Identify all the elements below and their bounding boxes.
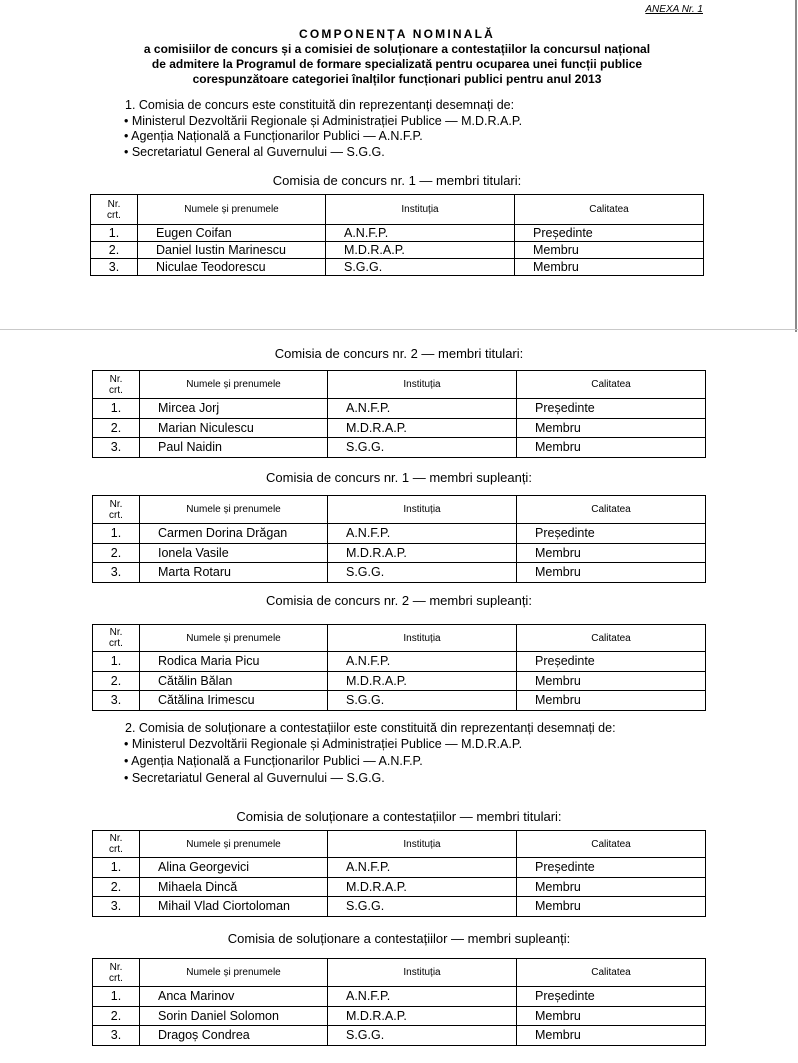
column-header-institution: Instituția <box>328 959 517 987</box>
committee-table <box>92 830 706 917</box>
row-number: 2. <box>93 543 140 563</box>
table-header-row <box>93 959 706 987</box>
member-role: Membru <box>517 877 706 897</box>
table-header-row <box>93 625 706 652</box>
table-heading: Comisia de concurs nr. 2 — membri supleanți: <box>266 593 532 608</box>
table-header-row <box>93 371 706 399</box>
row-number: 2. <box>91 242 138 259</box>
row-number: 1. <box>93 987 140 1007</box>
row-number: 3. <box>93 691 140 711</box>
table-heading: Comisia de soluționare a contestațiilor — membri titulari: <box>236 809 562 824</box>
member-name: Mihaela Dincă <box>140 877 328 897</box>
member-name: Anca Marinov <box>140 987 328 1007</box>
column-header-nr <box>93 959 140 987</box>
table-row <box>91 225 704 242</box>
column-header-name: Numele și prenumele <box>140 625 328 652</box>
document-title-line-2: de admitere la Programul de formare specializată pentru ocuparea unei funcții publice <box>151 57 643 71</box>
member-name: Daniel Iustin Marinescu <box>138 242 326 259</box>
member-role: Președinte <box>517 858 706 878</box>
member-role: Președinte <box>517 987 706 1007</box>
member-role: Membru <box>517 691 706 711</box>
member-role: Președinte <box>517 399 706 419</box>
section-1-bullet: • Agenția Națională a Funcționarilor Publici — A.N.F.P. <box>124 129 423 143</box>
table-header-row <box>91 195 704 225</box>
row-number: 2. <box>93 877 140 897</box>
header-text: Nr. <box>109 961 123 973</box>
member-role: Membru <box>517 671 706 691</box>
member-name: Mircea Jorj <box>140 399 328 419</box>
member-institution: M.D.R.A.P. <box>326 242 515 259</box>
committee-table <box>92 958 706 1046</box>
header-text: crt. <box>109 384 123 396</box>
column-header-role: Calitatea <box>517 625 706 652</box>
column-header-institution: Instituția <box>326 195 515 225</box>
section-2-intro: 2. Comisia de soluționare a contestațiilor este constituită din reprezentanți desemnați de: <box>125 721 616 735</box>
table-heading: Comisia de concurs nr. 2 — membri titulari: <box>274 346 524 361</box>
member-role: Președinte <box>515 225 704 242</box>
member-institution: A.N.F.P. <box>328 858 517 878</box>
member-institution: M.D.R.A.P. <box>328 418 517 438</box>
member-institution: S.G.G. <box>328 438 517 458</box>
page-break-line <box>0 329 798 330</box>
row-number: 2. <box>93 1006 140 1026</box>
member-name: Sorin Daniel Solomon <box>140 1006 328 1026</box>
table-row <box>93 1006 706 1026</box>
table-heading: Comisia de concurs nr. 1 — membri supleanți: <box>266 470 532 485</box>
header-text: crt. <box>109 509 123 521</box>
row-number: 2. <box>93 671 140 691</box>
column-header-name: Numele și prenumele <box>140 371 328 399</box>
column-header-name: Numele și prenumele <box>140 831 328 858</box>
annex-label: ANEXA Nr. 1 <box>645 4 703 15</box>
table-row <box>93 877 706 897</box>
member-name: Mihail Vlad Ciortoloman <box>140 897 328 917</box>
header-text: Nr. <box>109 833 123 844</box>
member-role: Membru <box>517 543 706 563</box>
header-text: Nr. <box>107 198 121 210</box>
table-row <box>91 259 704 276</box>
member-name: Eugen Coifan <box>138 225 326 242</box>
row-number: 1. <box>93 524 140 544</box>
section-2-bullet: • Secretariatul General al Guvernului — S.G.G. <box>124 771 385 785</box>
table-row <box>93 987 706 1007</box>
member-role: Membru <box>517 1006 706 1026</box>
member-institution: S.G.G. <box>328 897 517 917</box>
member-institution: A.N.F.P. <box>328 987 517 1007</box>
committee-table <box>90 194 704 276</box>
column-header-role: Calitatea <box>517 831 706 858</box>
header-text: Nr. <box>109 627 123 638</box>
member-name: Marta Rotaru <box>140 563 328 583</box>
member-role: Membru <box>517 438 706 458</box>
member-name: Cătălin Bălan <box>140 671 328 691</box>
section-2-bullet: • Ministerul Dezvoltării Regionale și Administrației Publice — M.D.R.A.P. <box>124 737 523 751</box>
column-header-name: Numele și prenumele <box>140 959 328 987</box>
section-1-intro: 1. Comisia de concurs este constituită din reprezentanți desemnați de: <box>125 98 515 112</box>
member-institution: A.N.F.P. <box>328 524 517 544</box>
table-row <box>93 438 706 458</box>
member-institution: S.G.G. <box>328 691 517 711</box>
committee-table <box>92 495 706 583</box>
member-institution: S.G.G. <box>326 259 515 276</box>
table-heading: Comisia de concurs nr. 1 — membri titulari: <box>272 173 522 188</box>
member-institution: M.D.R.A.P. <box>328 543 517 563</box>
table-header-row <box>93 831 706 858</box>
table-row <box>93 1026 706 1046</box>
table-row <box>93 671 706 691</box>
member-role: Membru <box>515 259 704 276</box>
row-number: 1. <box>93 858 140 878</box>
member-institution: A.N.F.P. <box>328 399 517 419</box>
table-row <box>93 563 706 583</box>
row-number: 3. <box>93 1026 140 1046</box>
column-header-nr <box>91 195 138 225</box>
row-number: 1. <box>93 399 140 419</box>
row-number: 1. <box>91 225 138 242</box>
column-header-institution: Instituția <box>328 496 517 524</box>
member-name: Niculae Teodorescu <box>138 259 326 276</box>
column-header-institution: Instituția <box>328 625 517 652</box>
column-header-role: Calitatea <box>517 959 706 987</box>
row-number: 3. <box>93 897 140 917</box>
member-institution: M.D.R.A.P. <box>328 877 517 897</box>
member-role: Membru <box>517 418 706 438</box>
member-name: Rodica Maria Picu <box>140 652 328 672</box>
member-name: Ionela Vasile <box>140 543 328 563</box>
member-name: Alina Georgevici <box>140 858 328 878</box>
section-1-bullet: • Secretariatul General al Guvernului — S.G.G. <box>124 145 385 159</box>
table-row <box>91 242 704 259</box>
member-name: Marian Niculescu <box>140 418 328 438</box>
table-row <box>93 897 706 917</box>
table-row <box>93 652 706 672</box>
member-role: Membru <box>517 563 706 583</box>
table-row <box>93 543 706 563</box>
row-number: 1. <box>93 652 140 672</box>
column-header-nr <box>93 496 140 524</box>
column-header-nr <box>93 625 140 652</box>
document-title: COMPONENȚA NOMINALĂ <box>298 27 495 41</box>
member-role: Membru <box>517 897 706 917</box>
column-header-role: Calitatea <box>517 496 706 524</box>
member-name: Carmen Dorina Drăgan <box>140 524 328 544</box>
table-row <box>93 524 706 544</box>
member-name: Dragoș Condrea <box>140 1026 328 1046</box>
member-institution: A.N.F.P. <box>328 652 517 672</box>
committee-table <box>92 624 706 711</box>
column-header-institution: Instituția <box>328 371 517 399</box>
table-header-row <box>93 496 706 524</box>
row-number: 3. <box>93 563 140 583</box>
header-text: crt. <box>109 972 123 984</box>
header-text: Nr. <box>109 498 123 510</box>
member-role: Membru <box>515 242 704 259</box>
header-text: crt. <box>107 209 121 221</box>
document-title-line-1: a comisiilor de concurs și a comisiei de soluționare a contestațiilor la concursul național <box>143 42 651 56</box>
table-row <box>93 858 706 878</box>
member-institution: M.D.R.A.P. <box>328 671 517 691</box>
column-header-name: Numele și prenumele <box>140 496 328 524</box>
member-institution: S.G.G. <box>328 1026 517 1046</box>
row-number: 3. <box>91 259 138 276</box>
page-edge <box>795 0 797 332</box>
member-role: Membru <box>517 1026 706 1046</box>
member-name: Cătălina Irimescu <box>140 691 328 711</box>
committee-table <box>92 370 706 458</box>
table-heading: Comisia de soluționare a contestațiilor — membri supleanți: <box>227 931 571 946</box>
member-institution: A.N.F.P. <box>326 225 515 242</box>
column-header-name: Numele și prenumele <box>138 195 326 225</box>
document-title-line-3: corespunzătoare categoriei înalților funcționari publici pentru anul 2013 <box>192 72 602 86</box>
column-header-institution: Instituția <box>328 831 517 858</box>
member-role: Președinte <box>517 652 706 672</box>
row-number: 2. <box>93 418 140 438</box>
member-role: Președinte <box>517 524 706 544</box>
column-header-role: Calitatea <box>517 371 706 399</box>
member-name: Paul Naidin <box>140 438 328 458</box>
member-institution: S.G.G. <box>328 563 517 583</box>
table-row <box>93 418 706 438</box>
member-institution: M.D.R.A.P. <box>328 1006 517 1026</box>
column-header-role: Calitatea <box>515 195 704 225</box>
table-row <box>93 399 706 419</box>
column-header-nr <box>93 831 140 858</box>
header-text: crt. <box>109 844 123 855</box>
section-1-bullet: • Ministerul Dezvoltării Regionale și Administrației Publice — M.D.R.A.P. <box>124 114 523 128</box>
section-2-bullet: • Agenția Națională a Funcționarilor Publici — A.N.F.P. <box>124 754 423 768</box>
column-header-nr <box>93 371 140 399</box>
row-number: 3. <box>93 438 140 458</box>
header-text: crt. <box>109 638 123 649</box>
table-row <box>93 691 706 711</box>
header-text: Nr. <box>109 373 123 385</box>
